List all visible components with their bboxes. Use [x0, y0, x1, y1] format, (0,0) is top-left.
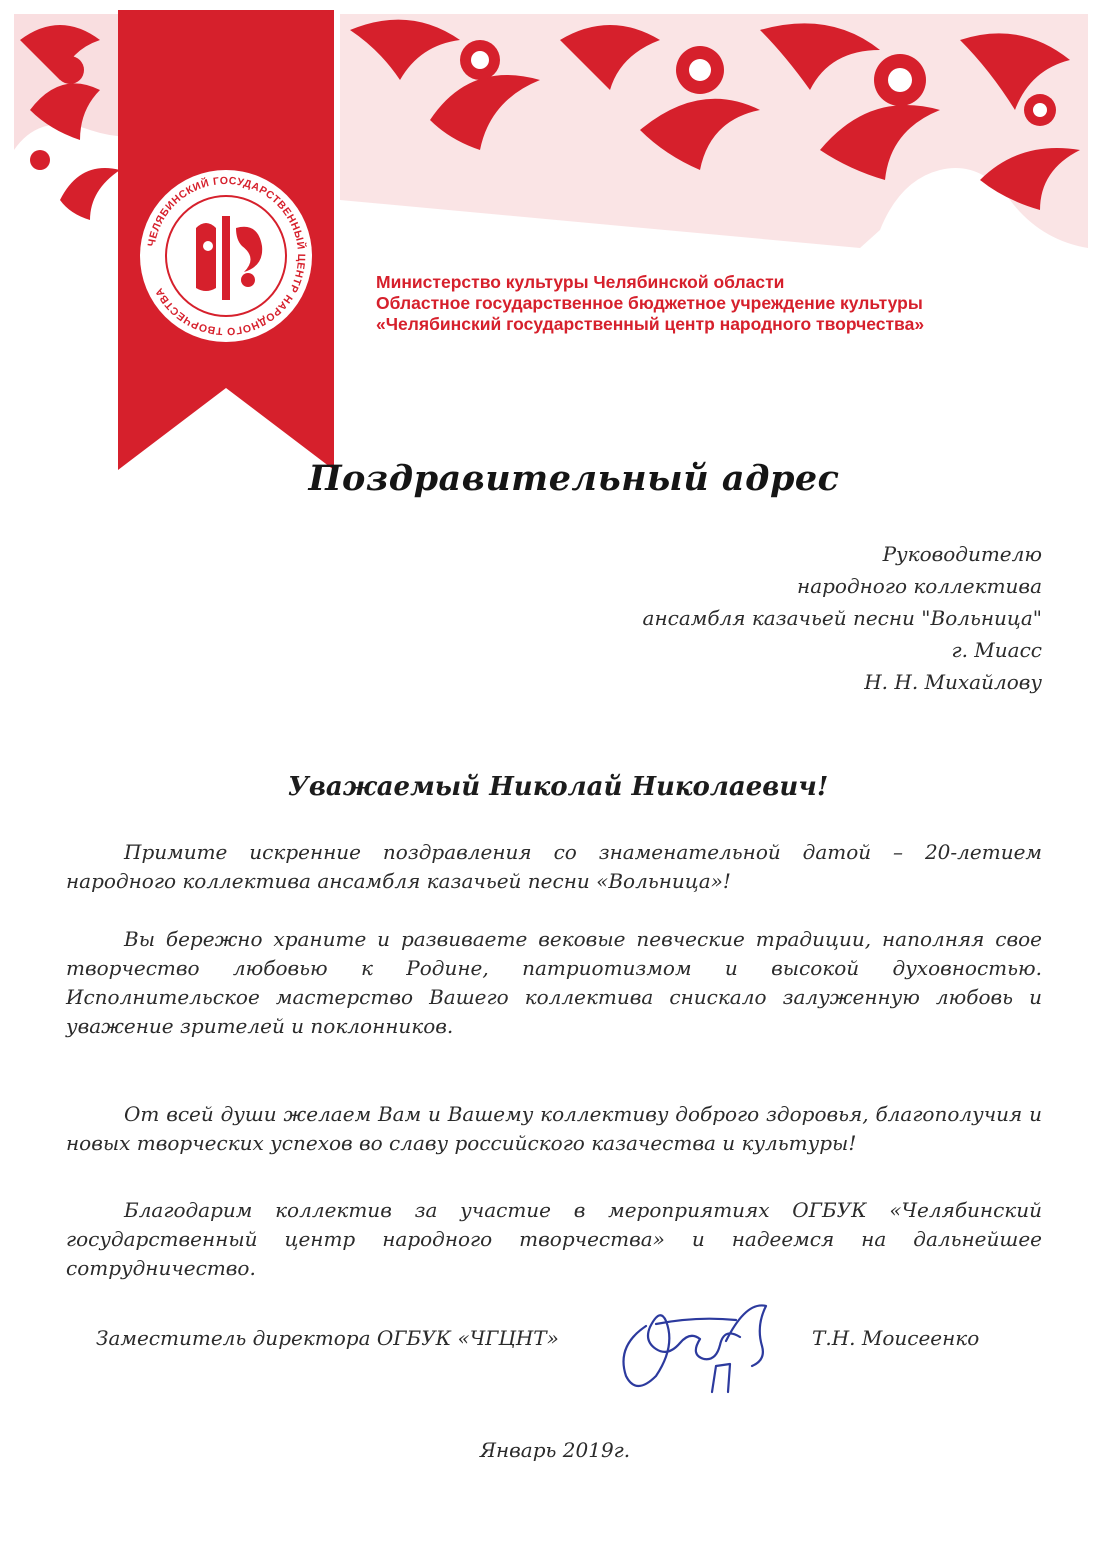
- signer-name: Т.Н. Моисеенко: [812, 1326, 980, 1350]
- body-paragraph: Вы бережно храните и развиваете вековые певческие традиции, наполняя свое творчество любовью к Родине, патриотизмом и высокой духовностью. Исполнительское мастерство Вашего коллектива снискало залуженную любовь и уважение зрителей и поклонников.: [66, 927, 1042, 1038]
- signer-position: Заместитель директора ОГБУК «ЧГЦНТ»: [96, 1326, 559, 1350]
- institution-name-line: «Челябинский государственный центр народного творчества»: [376, 314, 925, 334]
- organization-header: [376, 272, 1076, 335]
- recipient-line: ансамбля казачьей песни "Вольница": [642, 606, 1042, 630]
- body-paragraph: Благодарим коллектив за участие в мероприятиях ОГБУК «Челябинский государственный центр народного творчества» и надеемся на дальнейшее сотрудничество.: [66, 1198, 1042, 1280]
- document-date: Январь 2019г.: [479, 1438, 631, 1462]
- recipient-line: народного коллектива: [797, 574, 1042, 598]
- handwritten-signature: [606, 1296, 796, 1396]
- body-paragraph: Примите искренние поздравления со знаменательной датой – 20-летием народного коллектива ансамбля казачьей песни «Вольница»!: [66, 840, 1042, 893]
- recipient-line: Н. Н. Михайлову: [864, 670, 1042, 694]
- body-paragraph: От всей души желаем Вам и Вашему коллективу доброго здоровья, благополучия и новых творческих успехов во славу российского казачества и культуры!: [66, 1102, 1042, 1155]
- signature-row: [0, 1322, 1100, 1412]
- recipient-block: [643, 538, 1042, 698]
- recipient-line: Руководителю: [882, 542, 1042, 566]
- recipient-line: г. Миасс: [951, 638, 1042, 662]
- salutation: Уважаемый Николай Николаевич!: [287, 772, 829, 802]
- ministry-line: Министерство культуры Челябинской области: [376, 272, 785, 292]
- organization-emblem-logo: [138, 168, 314, 344]
- emblem-ring-text: ЧЕЛЯБИНСКИЙ ГОСУДАРСТВЕННЫЙ ЦЕНТР НАРОДНОГО ТВОРЧЕСТВА: [145, 174, 308, 338]
- document-title: Поздравительный адрес: [308, 458, 840, 499]
- institution-type-line: Областное государственное бюджетное учреждение культуры: [376, 293, 923, 313]
